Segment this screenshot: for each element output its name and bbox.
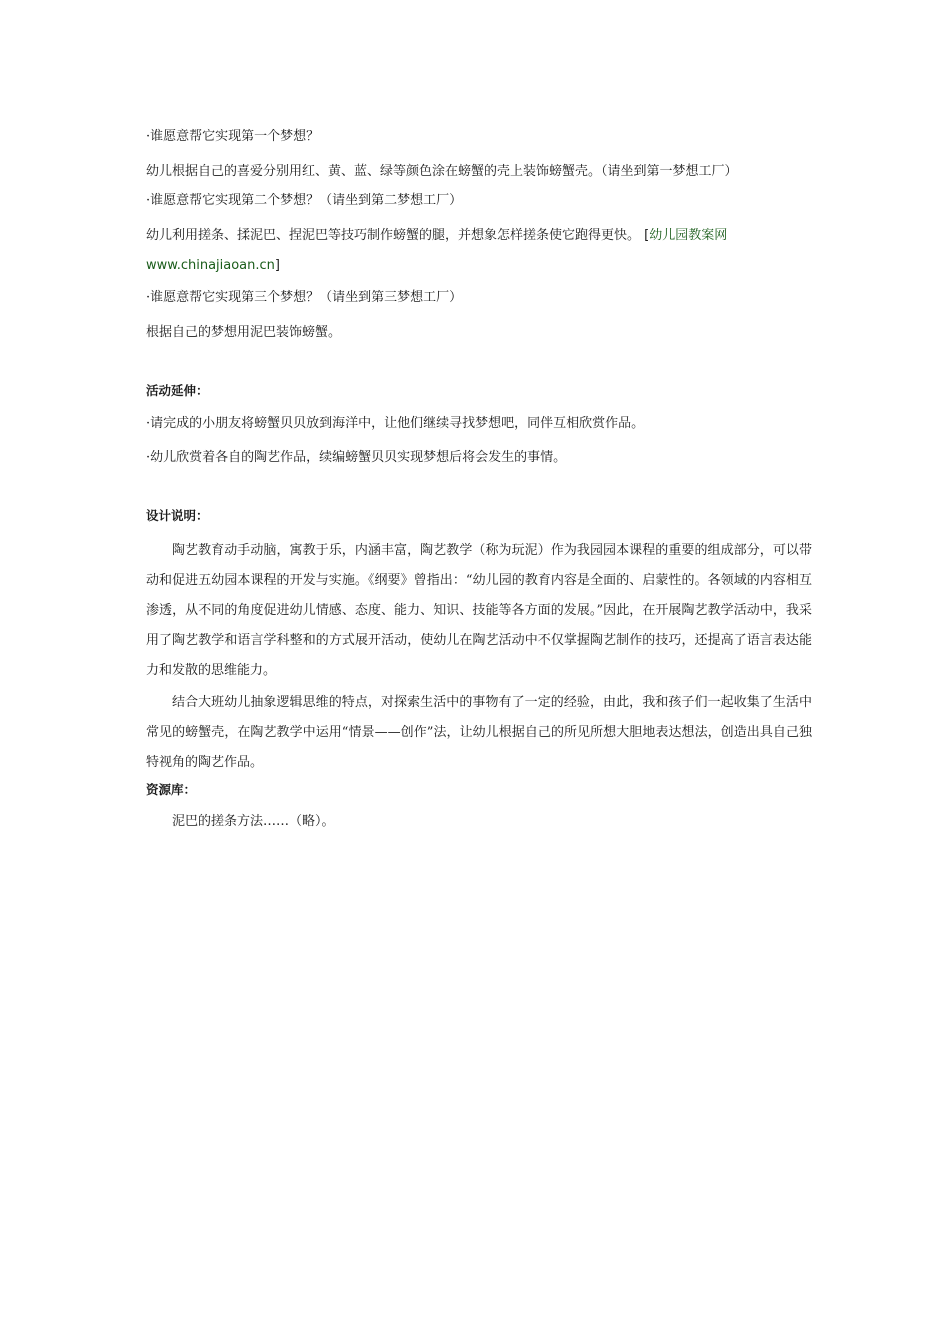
extension-item-1: ·请完成的小朋友将螃蟹贝贝放到海洋中，让他们继续寻找梦想吧，同伴互相欣赏作品。 xyxy=(146,416,645,431)
source-link-url-line xyxy=(146,257,812,275)
resources-item: 泥巴的搓条方法……（略）。 xyxy=(172,814,335,829)
design-heading: 设计说明： xyxy=(146,508,209,523)
source-bracket-open: [ xyxy=(644,228,650,243)
dream-question-2: ·谁愿意帮它实现第二个梦想？（请坐到第二梦想工厂） xyxy=(146,193,463,208)
resources-heading: 资源库： xyxy=(146,782,197,797)
source-link-url[interactable]: www.chinajiaoan.cn xyxy=(146,258,275,273)
dream-answer-3: 根据自己的梦想用泥巴装饰螃蟹。 xyxy=(146,325,342,340)
dream-answer-2 xyxy=(146,227,812,245)
extension-heading: 活动延伸： xyxy=(146,383,209,398)
dream-answer-1: 幼儿根据自己的喜爱分别用红、黄、蓝、绿等颜色涂在螃蟹的壳上装饰螃蟹壳。（请坐到第一梦想工厂） xyxy=(146,164,738,179)
dream-question-3: ·谁愿意帮它实现第三个梦想？（请坐到第三梦想工厂） xyxy=(146,290,463,305)
design-paragraph-2: 结合大班幼儿抽象逻辑思维的特点，对探索生活中的事物有了一定的经验，由此，我和孩子们一起收集了生活中常见的螃蟹壳，在陶艺教学中运用“情景——创作”法，让幼儿根据自己的所见所想大胆地表达想法，创造出具自己独特视角的陶艺作品。 xyxy=(146,695,812,770)
design-paragraph-1: 陶艺教育动手动脑，寓教于乐，内涵丰富，陶艺教学（称为玩泥）作为我园园本课程的重要的组成部分，可以带动和促进五幼园本课程的开发与实施。《纲要》曾指出：“幼儿园的教育内容是全面的、启蒙性的。各领域的内容相互渗透，从不同的角度促进幼儿情感、态度、能力、知识、技能等各方面的发展。”因此，在开展陶艺教学活动中，我采用了陶艺教学和语言学科整和的方式展开活动，使幼儿在陶艺活动中不仅掌握陶艺制作的技巧，还提高了语言表达能力和发散的思维能力。 xyxy=(146,543,812,678)
document-page xyxy=(146,120,812,831)
dream-answer-2-text: 幼儿利用搓条、揉泥巴、捏泥巴等技巧制作螃蟹的腿，并想象怎样搓条使它跑得更快。 xyxy=(146,228,641,243)
dream-question-1: ·谁愿意帮它实现第一个梦想？ xyxy=(146,129,320,144)
extension-item-2: ·幼儿欣赏着各自的陶艺作品，续编螃蟹贝贝实现梦想后将会发生的事情。 xyxy=(146,450,567,465)
source-bracket-close: ] xyxy=(274,258,280,273)
source-link-name[interactable]: 幼儿园教案网 xyxy=(649,228,728,243)
